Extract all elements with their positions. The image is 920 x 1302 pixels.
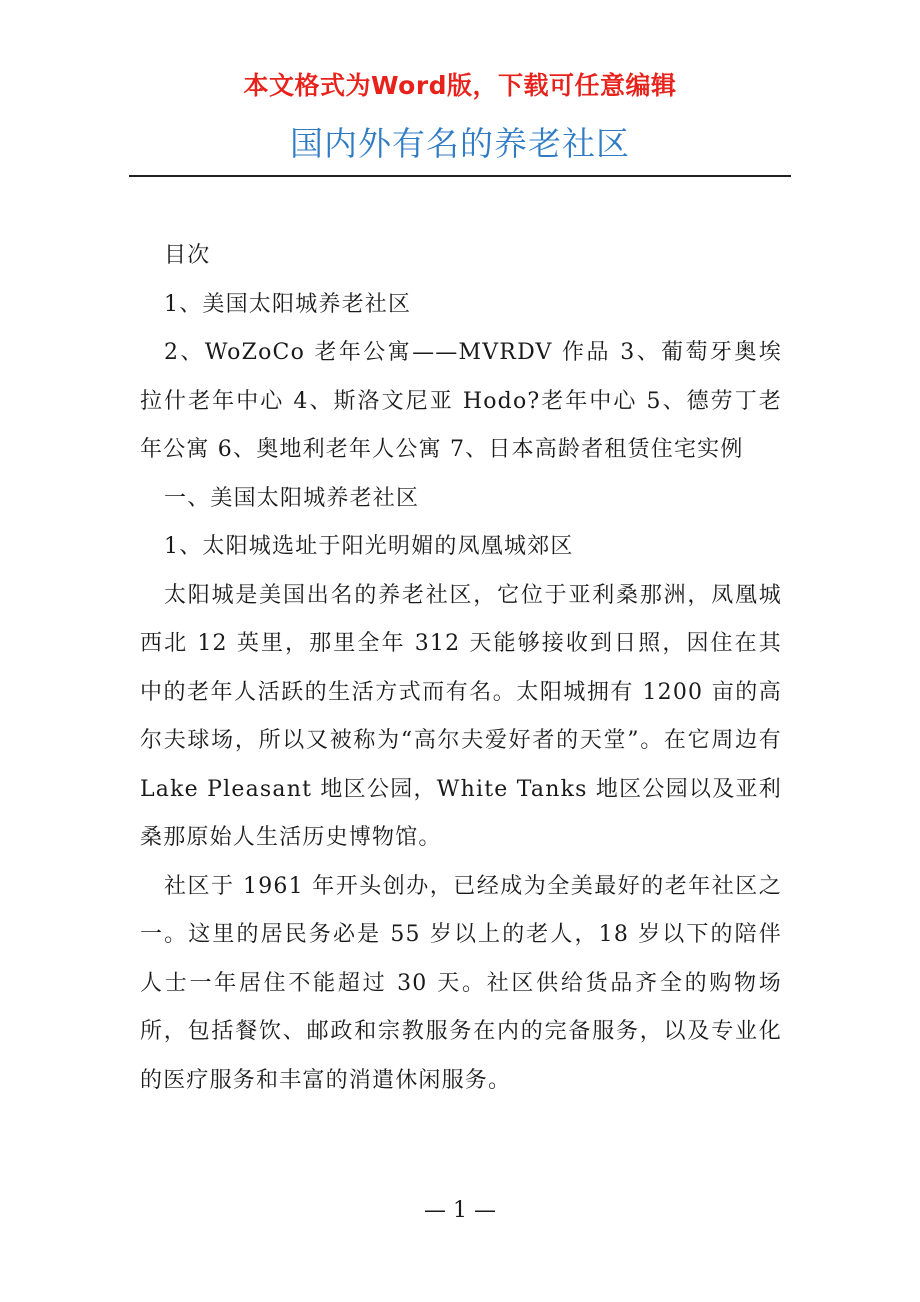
format-notice: 本文格式为Word版，下载可任意编辑 — [243, 71, 677, 100]
section-heading: 一、美国太阳城养老社区 — [164, 485, 420, 511]
page-number: — 1 — — [424, 1198, 496, 1223]
body-paragraph: 太阳城是美国出名的养老社区，它位于亚利桑那洲，凤凰城西北 12 英里，那里全年 312 天能够接收到日照，因住在其中的老年人活跃的生活方式而有名。太阳城拥有 1200 亩的高尔夫球场，所以又被称为“高尔夫爱好者的天堂”。在它周边有 Lake Pleasant 地区公园，White Tanks 地区公园以及亚利桑那原始人生活历史博物馆。 — [140, 582, 782, 850]
toc-items-rest: 2、WoZoCo 老年公寓——MVRDV 作品 3、葡萄牙奥埃拉什老年中心 4、斯洛文尼亚 Hodo?老年中心 5、德劳丁老年公寓 6、奥地利老年人公寓 7、日本高龄者租赁住宅实例 — [140, 340, 782, 462]
title-divider — [129, 175, 791, 177]
body-paragraph: 社区于 1961 年开头创办，已经成为全美最好的老年社区之一。这里的居民务必是 55 岁以上的老人，18 岁以下的陪伴人士一年居住不能超过 30 天。社区供给货品齐全的购物场所，包括餐饮、邮政和宗教服务在内的完备服务，以及专业化的医疗服务和丰富的消遣休闲服务。 — [140, 873, 782, 1093]
subsection-heading: 1、太阳城选址于阳光明媚的凤凰城郊区 — [164, 534, 574, 559]
document-title: 国内外有名的养老社区 — [290, 124, 630, 163]
toc-item: 1、美国太阳城养老社区 — [164, 291, 412, 317]
toc-heading: 目次 — [164, 243, 211, 268]
document-body — [140, 232, 782, 1105]
